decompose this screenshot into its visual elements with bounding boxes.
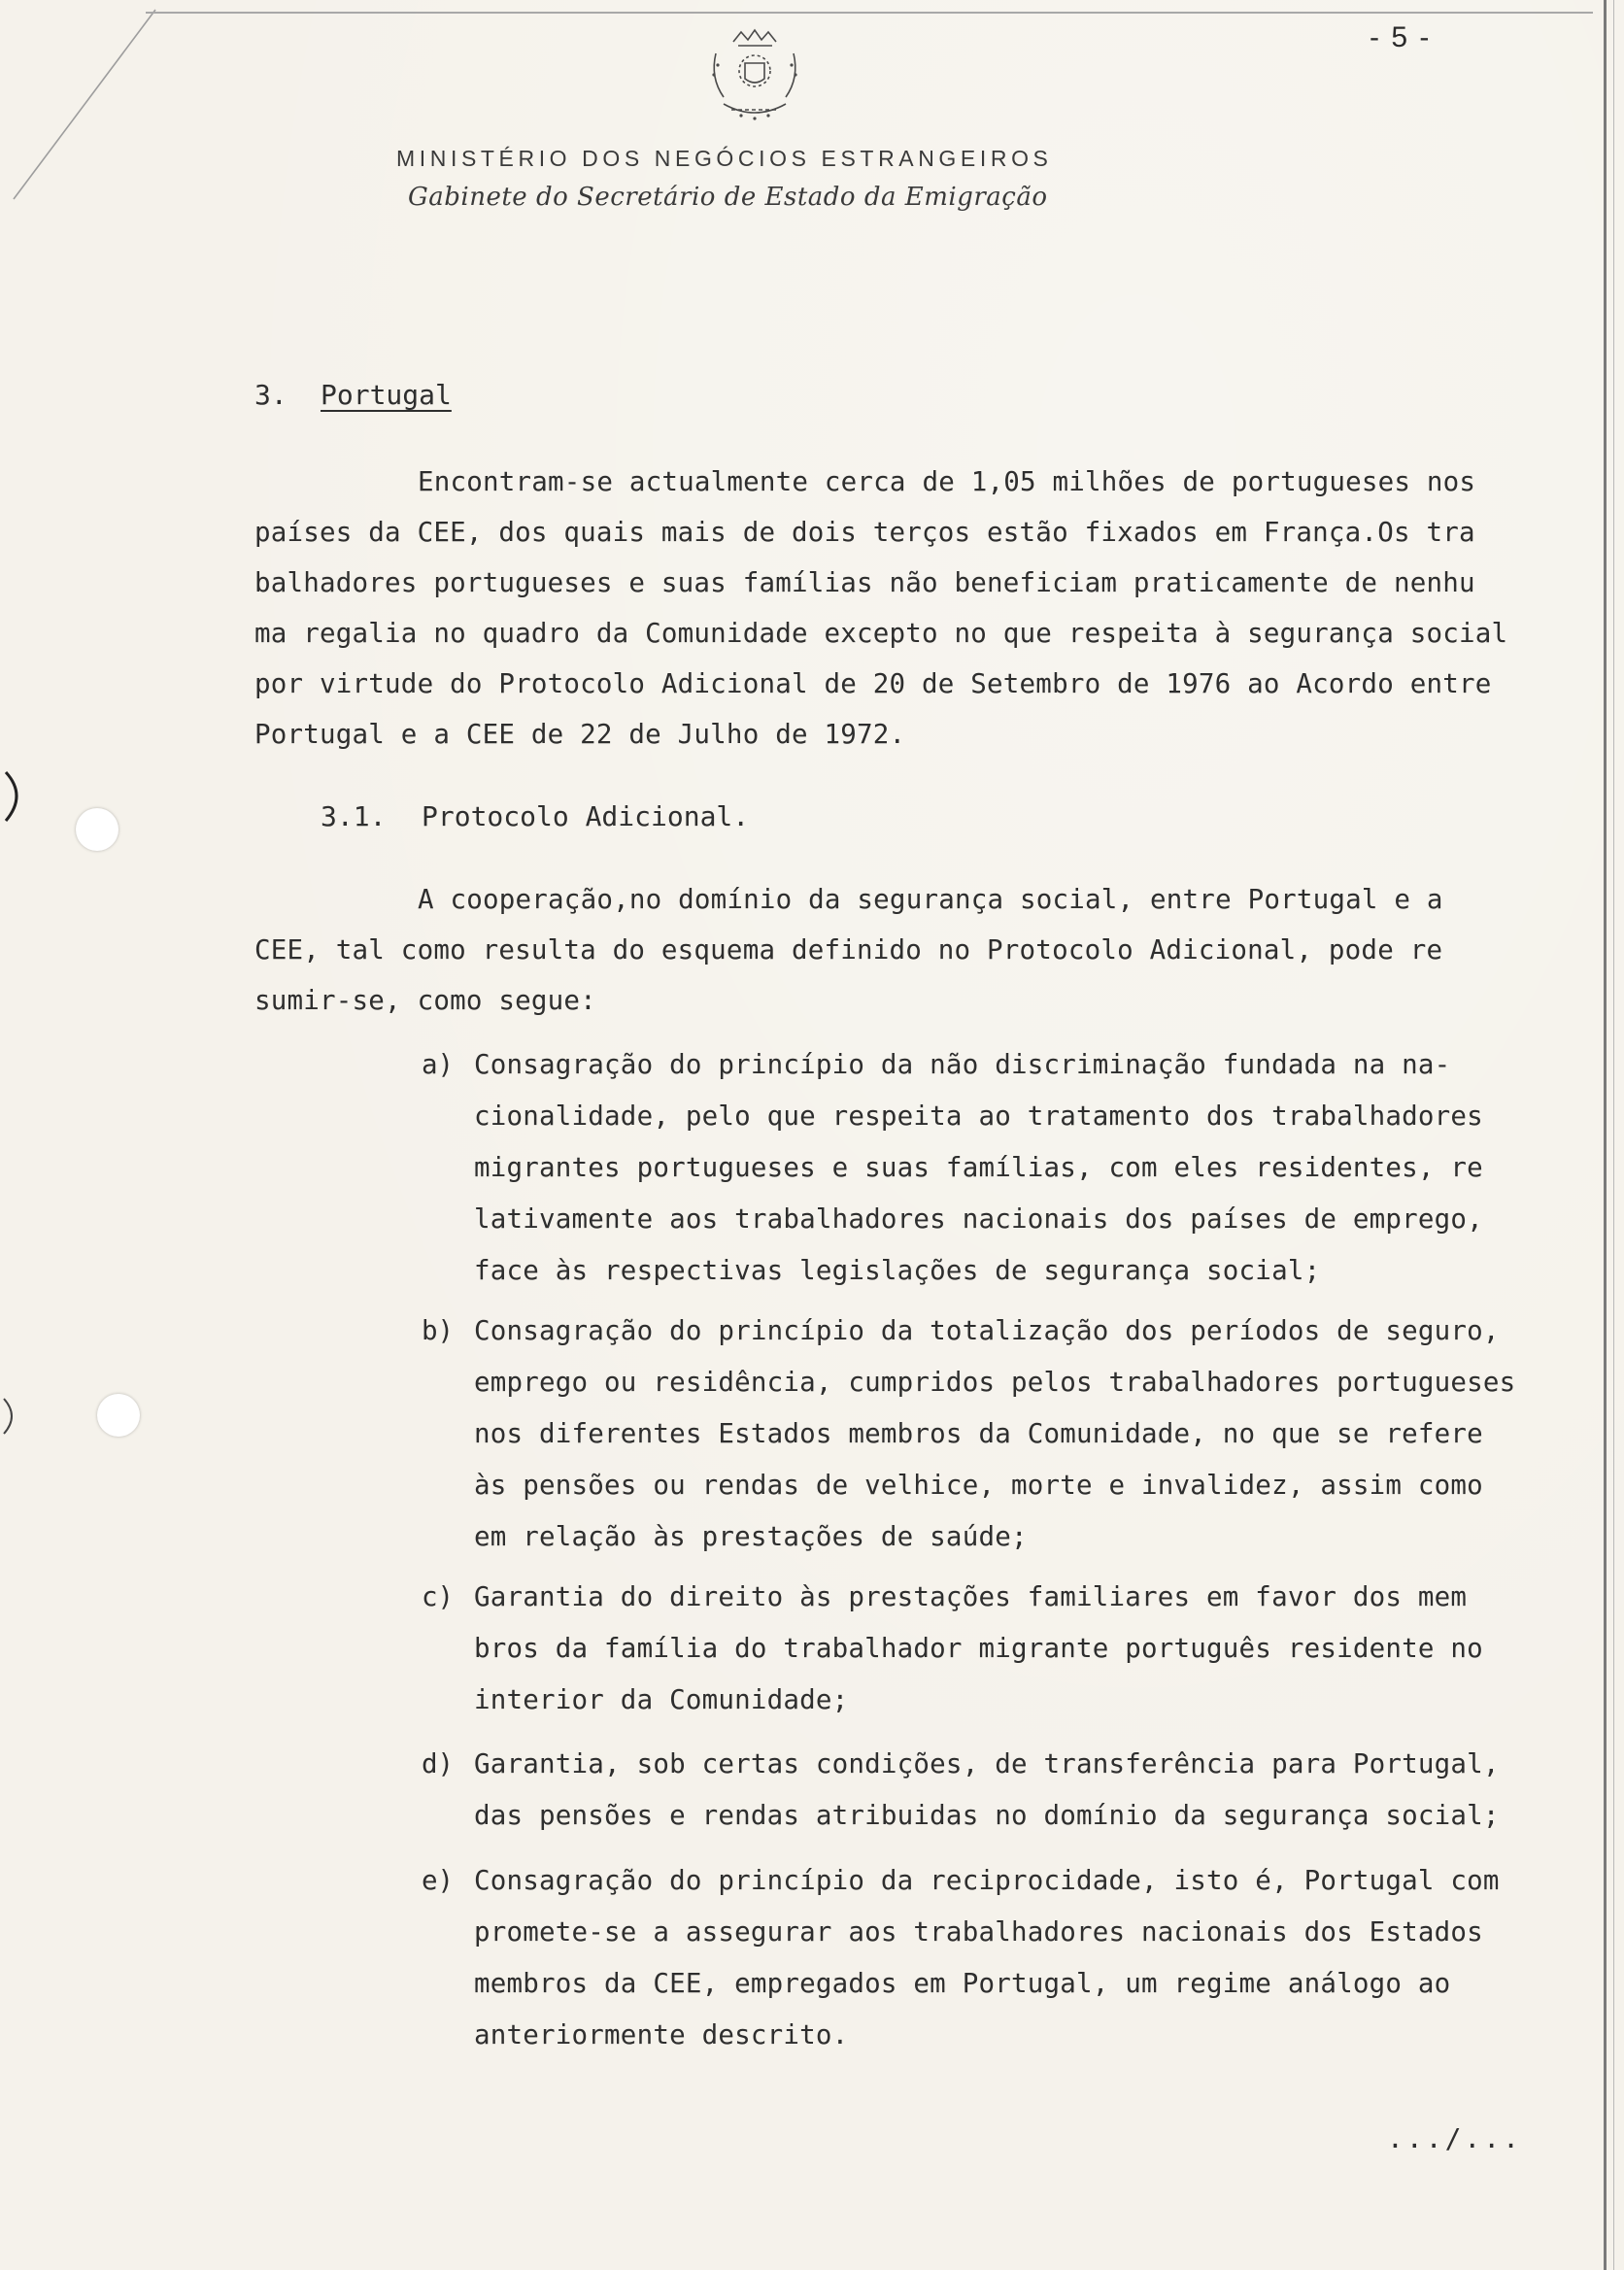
paragraph-line: Encontram-se actualmente cerca de 1,05 milhões de portugueses nos [418, 466, 1476, 497]
item-line: face às respectivas legislações de segurança social; [474, 1255, 1321, 1286]
subsection-number: 3.1. [321, 800, 387, 832]
item-line: Garantia do direito às prestações familiares em favor dos mem [474, 1581, 1468, 1612]
paper-right-edge [1604, 0, 1607, 2270]
paragraph-line: Portugal e a CEE de 22 de Julho de 1972. [254, 719, 906, 750]
section-number: 3. [254, 379, 288, 411]
item-line: cionalidade, pelo que respeita ao tratamento dos trabalhadores [474, 1101, 1483, 1132]
paragraph-line: sumir-se, como segue: [254, 985, 596, 1016]
item-line: das pensões e rendas atribuidas no domínio da segurança social; [474, 1800, 1500, 1831]
page-number: - 5 - [1370, 21, 1432, 53]
paragraph-line: por virtude do Protocolo Adicional de 20 de Setembro de 1976 ao Acordo entre [254, 668, 1492, 699]
item-line: às pensões ou rendas de velhice, morte e invalidez, assim como [474, 1470, 1483, 1501]
item-line: em relação às prestações de saúde; [474, 1521, 1028, 1552]
item-line: promete-se a assegurar aos trabalhadores nacionais dos Estados [474, 1916, 1483, 1948]
item-letter: a) [422, 1049, 455, 1080]
item-line: lativamente aos trabalhadores nacionais dos países de emprego, [474, 1203, 1483, 1235]
punch-hole-top [76, 808, 118, 851]
coat-of-arms-emblem [694, 24, 816, 131]
paragraph-line: A cooperação,no domínio da segurança social, entre Portugal e a [418, 884, 1443, 915]
item-line: Consagração do princípio da totalização dos períodos de seguro, [474, 1315, 1500, 1346]
cabinet-name: Gabinete do Secretário de Estado da Emigração [408, 183, 1048, 212]
item-line: nos diferentes Estados membros da Comunidade, no que se refere [474, 1418, 1483, 1449]
paragraph-line: balhadores portugueses e suas famílias não beneficiam praticamente de nenhu [254, 567, 1475, 598]
item-line: Garantia, sob certas condições, de transferência para Portugal, [474, 1748, 1500, 1779]
item-letter: e) [422, 1865, 455, 1896]
item-letter: b) [422, 1315, 455, 1346]
punch-hole-bottom [97, 1394, 140, 1437]
item-line: emprego ou residência, cumpridos pelos trabalhadores portugueses [474, 1367, 1516, 1398]
ministry-name: MINISTÉRIO DOS NEGÓCIOS ESTRANGEIROS [396, 146, 1053, 171]
margin-bracket-mark [0, 1389, 39, 1447]
continuation-mark: .../... [1387, 2122, 1523, 2154]
item-line: interior da Comunidade; [474, 1684, 849, 1715]
paper-fold-mark [0, 0, 194, 214]
item-letter: d) [422, 1748, 455, 1779]
item-line: membros da CEE, empregados em Portugal, um regime análogo ao [474, 1968, 1451, 1999]
paper-right-edge-inner [1613, 0, 1614, 2270]
section-title: Portugal [321, 379, 452, 411]
item-letter: c) [422, 1581, 455, 1612]
paragraph-line: países da CEE, dos quais mais de dois terços estão fixados em França.Os tra [254, 517, 1475, 548]
subsection-title: Protocolo Adicional. [422, 800, 750, 832]
item-line: Consagração do princípio da reciprocidade, isto é, Portugal com [474, 1865, 1500, 1896]
paper-top-edge [146, 12, 1593, 14]
item-line: anteriormente descrito. [474, 2019, 849, 2050]
item-line: migrantes portugueses e suas famílias, com eles residentes, re [474, 1152, 1483, 1183]
item-line: bros da família do trabalhador migrante português residente no [474, 1633, 1483, 1664]
margin-bracket-mark [0, 762, 39, 830]
item-line: Consagração do princípio da não discriminação fundada na na- [474, 1049, 1451, 1080]
paragraph-line: CEE, tal como resulta do esquema definido no Protocolo Adicional, pode re [254, 934, 1443, 966]
paragraph-line: ma regalia no quadro da Comunidade excepto no que respeita à segurança social [254, 618, 1508, 649]
